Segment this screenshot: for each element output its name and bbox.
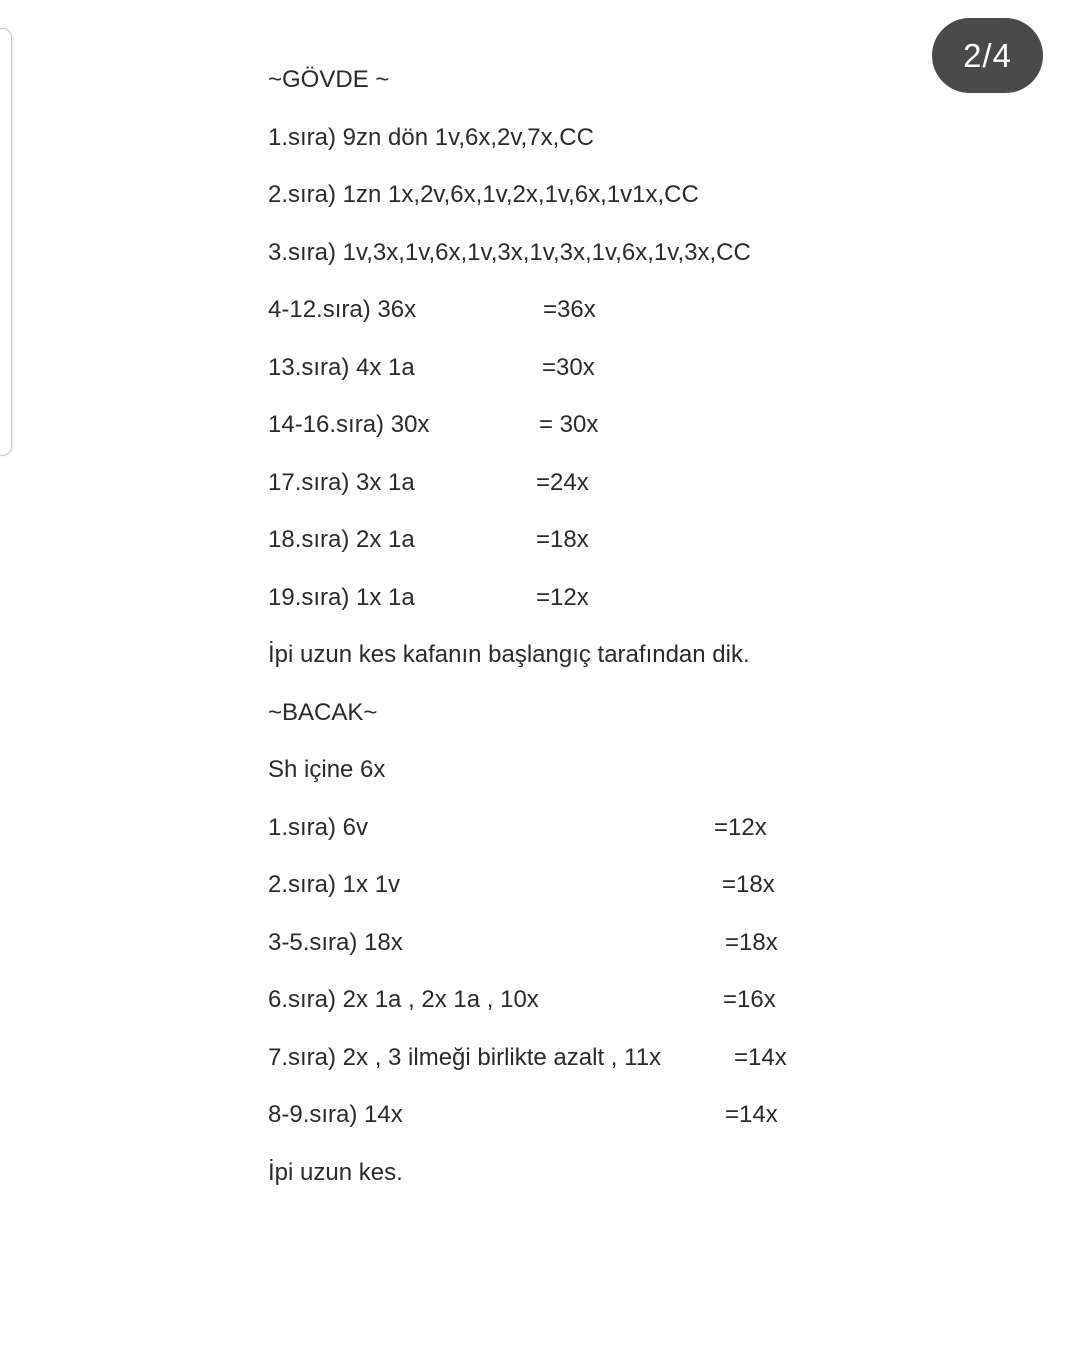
line-text: 2.sıra) 1x 1v bbox=[268, 871, 401, 898]
stitch-count: = 30x bbox=[539, 411, 599, 438]
pattern-row bbox=[268, 748, 968, 806]
stitch-count: =18x bbox=[725, 928, 778, 956]
line-text: 18.sıra) 2x 1a bbox=[268, 526, 415, 553]
pattern-row bbox=[268, 576, 968, 634]
page-indicator: 2/4 bbox=[932, 18, 1043, 93]
line-text: 2.sıra) 1zn 1x,2v,6x,1v,2x,1v,6x,1v1x,CC bbox=[268, 181, 699, 208]
line-text: Sh içine 6x bbox=[268, 756, 386, 783]
line-text: İpi uzun kes kafanın başlangıç tarafından dik. bbox=[268, 641, 750, 668]
line-text: 19.sıra) 1x 1a bbox=[268, 583, 415, 611]
pattern-row bbox=[268, 288, 968, 346]
instruction-note bbox=[268, 1151, 968, 1209]
pattern-row bbox=[268, 173, 968, 231]
line-text: 14-16.sıra) 30x bbox=[268, 411, 430, 438]
line-text: 4-12.sıra) 36x bbox=[268, 296, 417, 323]
line-text: 7.sıra) 2x , 3 ilmeği birlikte azalt , 11x bbox=[268, 1043, 662, 1071]
line-text: 8-9.sıra) 14x bbox=[268, 1101, 403, 1128]
pattern-document bbox=[268, 58, 968, 1208]
stitch-count: =30x bbox=[542, 353, 595, 381]
line-text: 13.sıra) 4x 1a bbox=[268, 353, 415, 381]
stitch-count: =18x bbox=[536, 526, 589, 553]
stitch-count: =16x bbox=[723, 986, 776, 1013]
stitch-count: =12x bbox=[536, 583, 589, 611]
pattern-row bbox=[268, 863, 968, 921]
instruction-note bbox=[268, 633, 968, 691]
line-text: 1.sıra) 6v bbox=[268, 813, 369, 841]
stitch-count: =36x bbox=[543, 296, 596, 323]
pattern-row bbox=[268, 978, 968, 1036]
pattern-row bbox=[268, 921, 968, 979]
stitch-count: =18x bbox=[722, 871, 775, 898]
line-text: ~GÖVDE ~ bbox=[268, 66, 390, 93]
pattern-row bbox=[268, 231, 968, 289]
pattern-row bbox=[268, 346, 968, 404]
line-text: İpi uzun kes. bbox=[268, 1158, 403, 1186]
stitch-count: =14x bbox=[734, 1043, 787, 1071]
section-heading-govde bbox=[268, 58, 968, 116]
previous-page-edge[interactable] bbox=[0, 28, 12, 456]
pattern-row bbox=[268, 1036, 968, 1094]
pattern-row bbox=[268, 806, 968, 864]
pattern-row bbox=[268, 1093, 968, 1151]
stitch-count: =14x bbox=[725, 1101, 778, 1128]
pattern-row bbox=[268, 518, 968, 576]
stitch-count: =24x bbox=[536, 468, 589, 496]
pattern-row bbox=[268, 403, 968, 461]
pattern-row bbox=[268, 116, 968, 174]
line-text: 1.sıra) 9zn dön 1v,6x,2v,7x,CC bbox=[268, 123, 594, 151]
line-text: 17.sıra) 3x 1a bbox=[268, 468, 415, 496]
line-text: 6.sıra) 2x 1a , 2x 1a , 10x bbox=[268, 986, 539, 1013]
line-text: ~BACAK~ bbox=[268, 698, 378, 726]
section-heading-bacak bbox=[268, 691, 968, 749]
line-text: 3.sıra) 1v,3x,1v,6x,1v,3x,1v,3x,1v,6x,1v,3x,CC bbox=[268, 238, 751, 266]
pattern-row bbox=[268, 461, 968, 519]
line-text: 3-5.sıra) 18x bbox=[268, 928, 403, 956]
stitch-count: =12x bbox=[714, 813, 767, 841]
